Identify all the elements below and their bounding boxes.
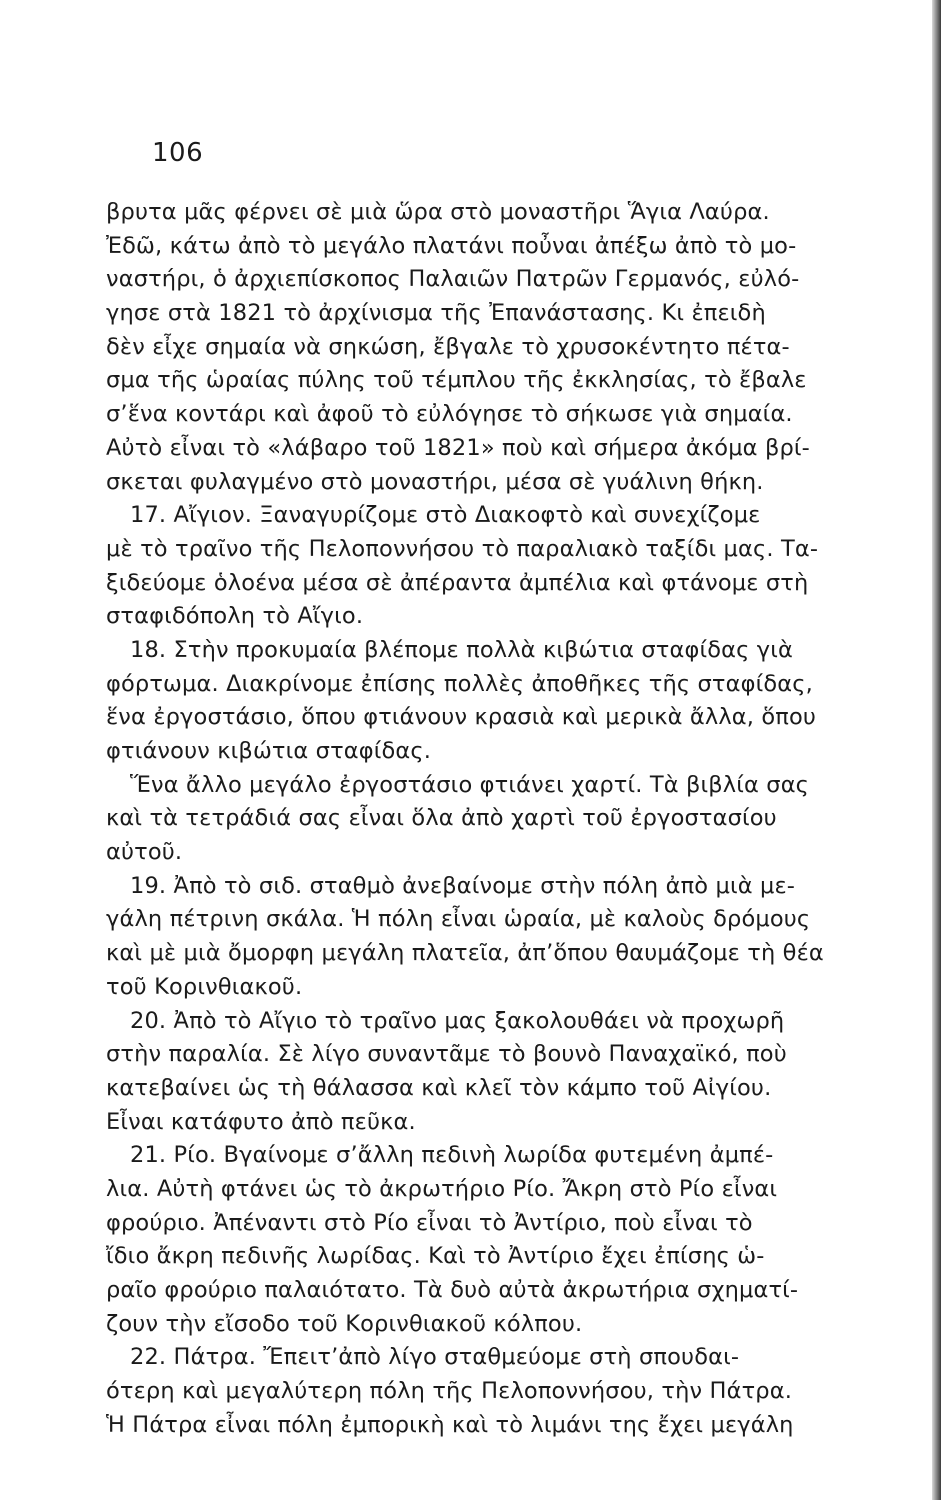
text-line: κατεβαίνει ὡς τὴ θάλασσα καὶ κλεῖ τὸν κάμπο τοῦ Αἰγίου. — [106, 1074, 772, 1101]
text-line: Ἕνα ἄλλο μεγάλο ἐργοστάσιο φτιάνει χαρτί. Τὰ βιβλία σας — [130, 771, 810, 798]
text-line: ναστήρι, ὁ ἀρχιεπίσκοπος Παλαιῶν Πατρῶν Γερμανός, εὐλό- — [106, 266, 800, 293]
text-line: βρυτα μᾶς φέρνει σὲ μιὰ ὥρα στὸ μοναστῆρι Ἅγια Λαύρα. — [106, 199, 770, 225]
scan-edge-shadow — [932, 0, 941, 1500]
text-line: δὲν εἶχε σημαία νὰ σηκώση, ἔβγαλε τὸ χρυσοκέντητο πέτα- — [106, 333, 790, 360]
text-line: μὲ τὸ τραῖνο τῆς Πελοποννήσου τὸ παραλιακὸ ταξίδι μας. Τα- — [106, 535, 819, 562]
text-line: καὶ μὲ μιὰ ὄμορφη μεγάλη πλατεῖα, ἀπ’ὅπου θαυμάζομε τὴ θέα — [106, 940, 824, 967]
text-line: 22. Πάτρα. Ἔπειτ’ἀπὸ λίγο σταθμεύομε στὴ σπουδαι- — [130, 1344, 740, 1371]
text-line: γησε στὰ 1821 τὸ ἀρχίνισμα τῆς Ἐπανάστασης. Κι ἐπειδὴ — [106, 300, 766, 327]
text-line: αὐτοῦ. — [106, 839, 183, 866]
text-line: σ’ἕνα κοντάρι καὶ ἀφοῦ τὸ εὐλόγησε τὸ σήκωσε γιὰ σημαία. — [106, 401, 793, 428]
page-number: 106 — [152, 138, 204, 168]
text-line: σταφιδόπολη τὸ Αἴγιο. — [106, 603, 364, 630]
text-line: 17. Αἴγιον. Ξαναγυρίζομε στὸ Διακοφτὸ καὶ συνεχίζομε — [130, 502, 761, 529]
text-line: λια. Αὐτὴ φτάνει ὡς τὸ ἀκρωτήριο Ρίο. Ἄκρη στὸ Ρίο εἶναι — [106, 1175, 778, 1202]
text-line: Ἡ Πάτρα εἶναι πόλη ἐμπορικὴ καὶ τὸ λιμάνι της ἔχει μεγάλη — [106, 1411, 794, 1438]
text-line: καὶ τὰ τετράδιά σας εἶναι ὅλα ἀπὸ χαρτὶ τοῦ ἐργοστασίου — [106, 805, 777, 832]
text-line: 18. Στὴν προκυμαία βλέπομε πολλὰ κιβώτια σταφίδας γιὰ — [130, 636, 793, 663]
body-text — [106, 196, 930, 1442]
text-line: Ἐδῶ, κάτω ἀπὸ τὸ μεγάλο πλατάνι ποὖναι ἀπέξω ἀπὸ τὸ μο- — [106, 232, 797, 259]
text-line: φτιάνουν κιβώτια σταφίδας. — [106, 738, 432, 764]
text-line: σμα τῆς ὡραίας πύλης τοῦ τέμπλου τῆς ἐκκλησίας, τὸ ἔβαλε — [106, 367, 807, 394]
text-line: Αὐτὸ εἶναι τὸ «λάβαρο τοῦ 1821» ποὺ καὶ σήμερα ἀκόμα βρί- — [106, 434, 810, 461]
text-line: φρούριο. Ἀπέναντι στὸ Ρίο εἶναι τὸ Ἀντίριο, ποὺ εἶναι τὸ — [106, 1209, 753, 1236]
text-line: στὴν παραλία. Σὲ λίγο συναντᾶμε τὸ βουνὸ Παναχαϊκό, ποὺ — [106, 1041, 787, 1068]
text-line: ξιδεύομε ὁλοένα μέσα σὲ ἀπέραντα ἀμπέλια καὶ φτάνομε στὴ — [106, 569, 809, 596]
text-line: φόρτωμα. Διακρίνομε ἐπίσης πολλὲς ἀποθῆκες τῆς σταφίδας, — [106, 670, 813, 697]
text-line: ραῖο φρούριο παλαιότατο. Τὰ δυὸ αὐτὰ ἀκρωτήρια σχηματί- — [106, 1277, 799, 1303]
text-line: 21. Ρίο. Βγαίνομε σ’ἄλλη πεδινὴ λωρίδα φυτεμένη ἀμπέ- — [130, 1142, 774, 1169]
text-line: Εἶναι κατάφυτο ἀπὸ πεῦκα. — [106, 1108, 416, 1135]
text-line: γάλη πέτρινη σκάλα. Ἡ πόλη εἶναι ὡραία, μὲ καλοὺς δρόμους — [106, 906, 811, 933]
text-line: σκεται φυλαγμένο στὸ μοναστήρι, μέσα σὲ γυάλινη θήκη. — [106, 468, 764, 495]
text-line: ἴδιο ἄκρη πεδινῆς λωρίδας. Καὶ τὸ Ἀντίριο ἔχει ἐπίσης ὡ- — [106, 1243, 765, 1270]
text-line: 20. Ἀπὸ τὸ Αἴγιο τὸ τραῖνο μας ξακολουθάει νὰ προχωρῆ — [130, 1007, 785, 1034]
text-line: ἕνα ἐργοστάσιο, ὅπου φτιάνουν κρασιὰ καὶ μερικὰ ἄλλα, ὅπου — [106, 704, 817, 731]
text-line: 19. Ἀπὸ τὸ σιδ. σταθμὸ ἀνεβαίνομε στὴν πόλη ἀπὸ μιὰ με- — [130, 872, 796, 899]
text-line: ζουν τὴν εἴσοδο τοῦ Κορινθιακοῦ κόλπου. — [106, 1310, 583, 1337]
text-line: ότερη καὶ μεγαλύτερη πόλη τῆς Πελοποννήσου, τὴν Πάτρα. — [106, 1378, 793, 1405]
text-line: τοῦ Κορινθιακοῦ. — [106, 973, 303, 1000]
